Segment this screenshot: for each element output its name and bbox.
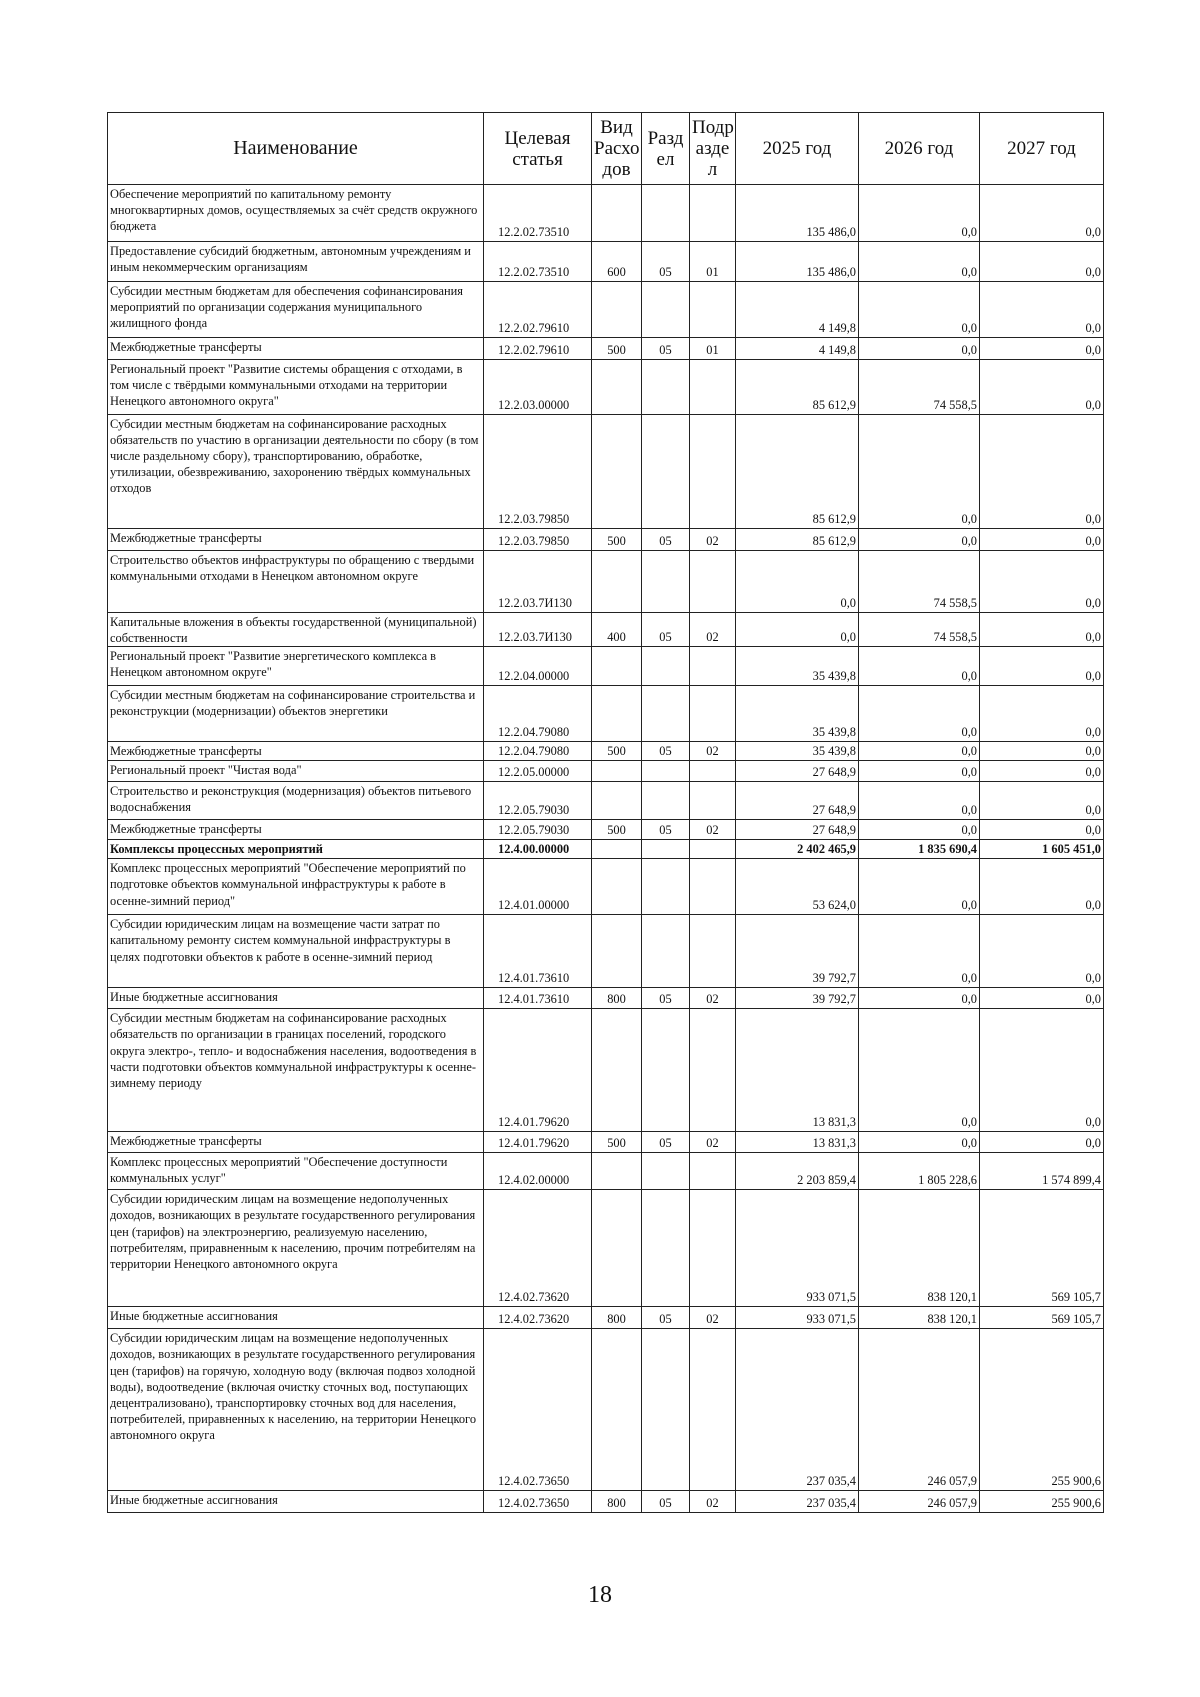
row-name: Межбюджетные трансферты bbox=[108, 742, 484, 761]
row-expense-kind: 800 bbox=[592, 1491, 642, 1513]
row-expense-kind bbox=[592, 647, 642, 686]
row-subsection bbox=[690, 782, 736, 820]
row-2026-value: 0,0 bbox=[859, 185, 980, 242]
row-section bbox=[642, 360, 690, 415]
row-subsection: 02 bbox=[690, 1132, 736, 1153]
row-name: Комплекс процессных мероприятий "Обеспечение мероприятий по подготовке объектов коммунальной инфраструктуры к работе в осенне-зимний период" bbox=[108, 859, 484, 915]
row-2025-value: 27 648,9 bbox=[736, 782, 859, 820]
table-row bbox=[108, 529, 1104, 551]
row-2027-value: 0,0 bbox=[980, 742, 1104, 761]
row-name: Субсидии местным бюджетам на софинансирование расходных обязательств по участию в организации деятельности по сбору (в том числе раздельному сбору), транспортированию, обработке, утилизации, обезвреживанию, захоронению твёрдых коммунальных отходов bbox=[108, 415, 484, 529]
row-2027-value: 1 605 451,0 bbox=[980, 840, 1104, 859]
row-subsection: 01 bbox=[690, 242, 736, 282]
row-subsection bbox=[690, 1153, 736, 1190]
row-section: 05 bbox=[642, 988, 690, 1009]
row-section bbox=[642, 782, 690, 820]
row-section bbox=[642, 1329, 690, 1491]
row-2025-value: 13 831,3 bbox=[736, 1132, 859, 1153]
row-2027-value: 0,0 bbox=[980, 529, 1104, 551]
row-2027-value: 0,0 bbox=[980, 185, 1104, 242]
table-row bbox=[108, 820, 1104, 840]
row-name: Предоставление субсидий бюджетным, автономным учреждениям и иным некоммерческим организациям bbox=[108, 242, 484, 282]
row-subsection: 02 bbox=[690, 1307, 736, 1329]
row-2026-value: 0,0 bbox=[859, 1009, 980, 1132]
row-2026-value: 246 057,9 bbox=[859, 1491, 980, 1513]
row-target-article: 12.2.02.73510 bbox=[484, 242, 592, 282]
row-2025-value: 85 612,9 bbox=[736, 529, 859, 551]
row-target-article: 12.4.01.00000 bbox=[484, 859, 592, 915]
table-row bbox=[108, 742, 1104, 761]
row-2025-value: 27 648,9 bbox=[736, 761, 859, 782]
row-2027-value: 0,0 bbox=[980, 915, 1104, 988]
row-expense-kind bbox=[592, 686, 642, 742]
table-row bbox=[108, 782, 1104, 820]
table-row bbox=[108, 988, 1104, 1009]
row-expense-kind bbox=[592, 551, 642, 613]
row-subsection bbox=[690, 859, 736, 915]
row-2025-value: 2 402 465,9 bbox=[736, 840, 859, 859]
table-row bbox=[108, 242, 1104, 282]
row-2025-value: 35 439,8 bbox=[736, 742, 859, 761]
row-2027-value: 0,0 bbox=[980, 859, 1104, 915]
header-row bbox=[108, 113, 1104, 185]
row-2026-value: 0,0 bbox=[859, 742, 980, 761]
row-target-article: 12.4.02.73620 bbox=[484, 1190, 592, 1307]
row-target-article: 12.4.00.00000 bbox=[484, 840, 592, 859]
row-2026-value: 74 558,5 bbox=[859, 360, 980, 415]
row-2027-value: 0,0 bbox=[980, 1132, 1104, 1153]
row-2026-value: 0,0 bbox=[859, 761, 980, 782]
row-expense-kind bbox=[592, 761, 642, 782]
row-2026-value: 0,0 bbox=[859, 529, 980, 551]
table-row bbox=[108, 647, 1104, 686]
header-section: Разд ел bbox=[642, 113, 690, 185]
row-target-article: 12.4.01.79620 bbox=[484, 1132, 592, 1153]
row-2025-value: 237 035,4 bbox=[736, 1491, 859, 1513]
page-number: 18 bbox=[588, 1582, 612, 1608]
row-target-article: 12.2.02.79610 bbox=[484, 282, 592, 338]
table-row bbox=[108, 1307, 1104, 1329]
row-name: Региональный проект "Чистая вода" bbox=[108, 761, 484, 782]
row-section: 05 bbox=[642, 338, 690, 360]
row-section bbox=[642, 647, 690, 686]
row-expense-kind: 800 bbox=[592, 988, 642, 1009]
row-expense-kind: 800 bbox=[592, 1307, 642, 1329]
row-target-article: 12.2.02.73510 bbox=[484, 185, 592, 242]
row-subsection: 02 bbox=[690, 529, 736, 551]
row-section bbox=[642, 282, 690, 338]
row-2026-value: 0,0 bbox=[859, 915, 980, 988]
row-target-article: 12.2.03.00000 bbox=[484, 360, 592, 415]
row-2025-value: 85 612,9 bbox=[736, 360, 859, 415]
table-body bbox=[108, 185, 1104, 1513]
row-target-article: 12.2.03.7И130 bbox=[484, 613, 592, 647]
row-2025-value: 0,0 bbox=[736, 613, 859, 647]
row-expense-kind bbox=[592, 1009, 642, 1132]
row-name: Межбюджетные трансферты bbox=[108, 1132, 484, 1153]
row-name: Субсидии местным бюджетам для обеспечения софинансирования мероприятий по организации содержания муниципального жилищного фонда bbox=[108, 282, 484, 338]
row-target-article: 12.2.03.7И130 bbox=[484, 551, 592, 613]
row-name: Иные бюджетные ассигнования bbox=[108, 1307, 484, 1329]
row-section bbox=[642, 686, 690, 742]
row-subsection bbox=[690, 551, 736, 613]
row-2025-value: 35 439,8 bbox=[736, 686, 859, 742]
row-2027-value: 0,0 bbox=[980, 820, 1104, 840]
row-2027-value: 0,0 bbox=[980, 338, 1104, 360]
row-2027-value: 569 105,7 bbox=[980, 1307, 1104, 1329]
table-row bbox=[108, 185, 1104, 242]
row-target-article: 12.4.02.73650 bbox=[484, 1491, 592, 1513]
header-expense-kind: Вид Расхо дов bbox=[592, 113, 642, 185]
row-2027-value: 255 900,6 bbox=[980, 1329, 1104, 1491]
row-section: 05 bbox=[642, 529, 690, 551]
row-2025-value: 2 203 859,4 bbox=[736, 1153, 859, 1190]
row-expense-kind bbox=[592, 282, 642, 338]
row-name: Межбюджетные трансферты bbox=[108, 338, 484, 360]
row-2026-value: 246 057,9 bbox=[859, 1329, 980, 1491]
row-expense-kind bbox=[592, 415, 642, 529]
row-name: Комплексы процессных мероприятий bbox=[108, 840, 484, 859]
row-target-article: 12.2.05.79030 bbox=[484, 820, 592, 840]
row-subsection bbox=[690, 915, 736, 988]
row-section bbox=[642, 1153, 690, 1190]
row-subsection bbox=[690, 761, 736, 782]
row-expense-kind bbox=[592, 1329, 642, 1491]
row-target-article: 12.4.02.73650 bbox=[484, 1329, 592, 1491]
row-name: Региональный проект "Развитие энергетического комплекса в Ненецком автономном округе" bbox=[108, 647, 484, 686]
row-subsection bbox=[690, 1190, 736, 1307]
row-name: Субсидии местным бюджетам на софинансирование строительства и реконструкции (модернизации) объектов энергетики bbox=[108, 686, 484, 742]
row-2025-value: 135 486,0 bbox=[736, 242, 859, 282]
row-2025-value: 4 149,8 bbox=[736, 338, 859, 360]
row-section: 05 bbox=[642, 613, 690, 647]
row-expense-kind bbox=[592, 859, 642, 915]
row-section bbox=[642, 761, 690, 782]
row-2025-value: 0,0 bbox=[736, 551, 859, 613]
table-row bbox=[108, 915, 1104, 988]
row-subsection bbox=[690, 840, 736, 859]
row-2027-value: 0,0 bbox=[980, 242, 1104, 282]
row-section bbox=[642, 551, 690, 613]
row-subsection: 02 bbox=[690, 1491, 736, 1513]
row-section: 05 bbox=[642, 1132, 690, 1153]
row-subsection: 01 bbox=[690, 338, 736, 360]
row-expense-kind bbox=[592, 915, 642, 988]
row-2027-value: 0,0 bbox=[980, 782, 1104, 820]
row-subsection: 02 bbox=[690, 988, 736, 1009]
row-name: Межбюджетные трансферты bbox=[108, 820, 484, 840]
row-2026-value: 74 558,5 bbox=[859, 551, 980, 613]
row-2026-value: 0,0 bbox=[859, 1132, 980, 1153]
table-row bbox=[108, 338, 1104, 360]
header-subsection: Подр азде л bbox=[690, 113, 736, 185]
table-row bbox=[108, 613, 1104, 647]
row-2027-value: 0,0 bbox=[980, 761, 1104, 782]
row-2027-value: 0,0 bbox=[980, 647, 1104, 686]
table-row bbox=[108, 415, 1104, 529]
row-name: Капитальные вложения в объекты государственной (муниципальной) собственности bbox=[108, 613, 484, 647]
row-expense-kind: 500 bbox=[592, 338, 642, 360]
row-2026-value: 1 805 228,6 bbox=[859, 1153, 980, 1190]
row-section: 05 bbox=[642, 242, 690, 282]
row-2027-value: 0,0 bbox=[980, 988, 1104, 1009]
row-expense-kind bbox=[592, 782, 642, 820]
row-expense-kind: 600 bbox=[592, 242, 642, 282]
table-row bbox=[108, 1009, 1104, 1132]
row-expense-kind: 500 bbox=[592, 742, 642, 761]
row-subsection: 02 bbox=[690, 820, 736, 840]
row-name: Субсидии местным бюджетам на софинансирование расходных обязательств по организации в границах поселений, городского округа электро-, тепло- и водоснабжения населения, водоотведения в части подготовки объектов коммунальной инфраструктуры к осенне-зимнему периоду bbox=[108, 1009, 484, 1132]
row-2026-value: 1 835 690,4 bbox=[859, 840, 980, 859]
row-section bbox=[642, 1009, 690, 1132]
row-2026-value: 838 120,1 bbox=[859, 1190, 980, 1307]
table-row bbox=[108, 1190, 1104, 1307]
row-2026-value: 0,0 bbox=[859, 242, 980, 282]
row-name: Субсидии юридическим лицам на возмещение недополученных доходов, возникающих в результате государственного регулирования цен (тарифов) на электроэнергию, реализуемую населению, потребителям, приравненным к населению, прочим потребителям на территории Ненецкого автономного округа bbox=[108, 1190, 484, 1307]
row-target-article: 12.4.01.73610 bbox=[484, 988, 592, 1009]
row-2025-value: 39 792,7 bbox=[736, 988, 859, 1009]
header-2025: 2025 год bbox=[736, 113, 859, 185]
table-row bbox=[108, 360, 1104, 415]
row-2027-value: 0,0 bbox=[980, 415, 1104, 529]
row-2027-value: 255 900,6 bbox=[980, 1491, 1104, 1513]
row-subsection bbox=[690, 1329, 736, 1491]
row-target-article: 12.4.01.79620 bbox=[484, 1009, 592, 1132]
row-2027-value: 0,0 bbox=[980, 551, 1104, 613]
row-section: 05 bbox=[642, 820, 690, 840]
table-row bbox=[108, 840, 1104, 859]
row-2026-value: 0,0 bbox=[859, 338, 980, 360]
row-2026-value: 0,0 bbox=[859, 647, 980, 686]
row-2025-value: 27 648,9 bbox=[736, 820, 859, 840]
row-section: 05 bbox=[642, 742, 690, 761]
row-2027-value: 0,0 bbox=[980, 613, 1104, 647]
row-section bbox=[642, 415, 690, 529]
header-2026: 2026 год bbox=[859, 113, 980, 185]
row-2026-value: 0,0 bbox=[859, 782, 980, 820]
row-target-article: 12.4.02.00000 bbox=[484, 1153, 592, 1190]
row-2025-value: 53 624,0 bbox=[736, 859, 859, 915]
row-2025-value: 85 612,9 bbox=[736, 415, 859, 529]
row-name: Субсидии юридическим лицам на возмещение части затрат по капитальному ремонту систем коммунальной инфраструктуры в целях подготовки объектов к работе в осенне-зимний период bbox=[108, 915, 484, 988]
row-target-article: 12.2.04.79080 bbox=[484, 742, 592, 761]
row-subsection bbox=[690, 686, 736, 742]
row-2027-value: 0,0 bbox=[980, 360, 1104, 415]
row-2026-value: 0,0 bbox=[859, 820, 980, 840]
row-expense-kind bbox=[592, 840, 642, 859]
row-subsection: 02 bbox=[690, 613, 736, 647]
row-2027-value: 0,0 bbox=[980, 282, 1104, 338]
table-row bbox=[108, 1329, 1104, 1491]
row-2027-value: 0,0 bbox=[980, 1009, 1104, 1132]
row-2025-value: 35 439,8 bbox=[736, 647, 859, 686]
row-section: 05 bbox=[642, 1307, 690, 1329]
row-2027-value: 569 105,7 bbox=[980, 1190, 1104, 1307]
row-expense-kind: 500 bbox=[592, 529, 642, 551]
row-2025-value: 237 035,4 bbox=[736, 1329, 859, 1491]
row-name: Обеспечение мероприятий по капитальному ремонту многоквартирных домов, осуществляемых за счёт средств окружного бюджета bbox=[108, 185, 484, 242]
row-expense-kind bbox=[592, 185, 642, 242]
row-name: Строительство объектов инфраструктуры по обращению с твердыми коммунальными отходами в Ненецком автономном округе bbox=[108, 551, 484, 613]
row-name: Строительство и реконструкция (модернизация) объектов питьевого водоснабжения bbox=[108, 782, 484, 820]
table-row bbox=[108, 1132, 1104, 1153]
row-2027-value: 1 574 899,4 bbox=[980, 1153, 1104, 1190]
table-row bbox=[108, 761, 1104, 782]
row-name: Субсидии юридическим лицам на возмещение недополученных доходов, возникающих в результате государственного регулирования цен (тарифов) на горячую, холодную воду (включая подвоз холодной воды), водоотведение (включая очистку сточных вод, поступающих децентрализовано), транспортировку сточных вод для населения, потребителей, приравненных к населению, на территории Ненецкого автономного округа bbox=[108, 1329, 484, 1491]
row-2026-value: 0,0 bbox=[859, 859, 980, 915]
row-expense-kind: 500 bbox=[592, 1132, 642, 1153]
row-subsection bbox=[690, 415, 736, 529]
header-2027: 2027 год bbox=[980, 113, 1104, 185]
row-2026-value: 838 120,1 bbox=[859, 1307, 980, 1329]
row-2026-value: 0,0 bbox=[859, 686, 980, 742]
row-section bbox=[642, 840, 690, 859]
table-row bbox=[108, 1153, 1104, 1190]
row-name: Региональный проект "Развитие системы обращения с отходами, в том числе с твёрдыми коммунальными отходами на территории Ненецкого автономного округа" bbox=[108, 360, 484, 415]
row-2026-value: 74 558,5 bbox=[859, 613, 980, 647]
row-section bbox=[642, 915, 690, 988]
row-target-article: 12.2.04.79080 bbox=[484, 686, 592, 742]
row-subsection bbox=[690, 282, 736, 338]
row-2025-value: 39 792,7 bbox=[736, 915, 859, 988]
header-target-article: Целевая статья bbox=[484, 113, 592, 185]
table-row bbox=[108, 551, 1104, 613]
row-target-article: 12.4.02.73620 bbox=[484, 1307, 592, 1329]
row-target-article: 12.2.03.79850 bbox=[484, 529, 592, 551]
table-row bbox=[108, 1491, 1104, 1513]
row-section bbox=[642, 859, 690, 915]
row-name: Комплекс процессных мероприятий "Обеспечение доступности коммунальных услуг" bbox=[108, 1153, 484, 1190]
row-2027-value: 0,0 bbox=[980, 686, 1104, 742]
row-2026-value: 0,0 bbox=[859, 988, 980, 1009]
budget-table bbox=[107, 112, 1104, 1513]
row-subsection bbox=[690, 185, 736, 242]
row-2026-value: 0,0 bbox=[859, 282, 980, 338]
row-2025-value: 13 831,3 bbox=[736, 1009, 859, 1132]
row-subsection bbox=[690, 360, 736, 415]
row-expense-kind: 400 bbox=[592, 613, 642, 647]
table-row bbox=[108, 859, 1104, 915]
row-section bbox=[642, 185, 690, 242]
row-name: Иные бюджетные ассигнования bbox=[108, 1491, 484, 1513]
row-target-article: 12.2.02.79610 bbox=[484, 338, 592, 360]
table-row bbox=[108, 282, 1104, 338]
row-2025-value: 933 071,5 bbox=[736, 1190, 859, 1307]
row-2025-value: 933 071,5 bbox=[736, 1307, 859, 1329]
row-target-article: 12.2.03.79850 bbox=[484, 415, 592, 529]
row-section bbox=[642, 1190, 690, 1307]
row-name: Межбюджетные трансферты bbox=[108, 529, 484, 551]
row-2025-value: 4 149,8 bbox=[736, 282, 859, 338]
row-target-article: 12.4.01.73610 bbox=[484, 915, 592, 988]
row-section: 05 bbox=[642, 1491, 690, 1513]
table-row bbox=[108, 686, 1104, 742]
row-subsection bbox=[690, 1009, 736, 1132]
row-expense-kind: 500 bbox=[592, 820, 642, 840]
row-target-article: 12.2.05.00000 bbox=[484, 761, 592, 782]
row-subsection bbox=[690, 647, 736, 686]
row-subsection: 02 bbox=[690, 742, 736, 761]
row-target-article: 12.2.05.79030 bbox=[484, 782, 592, 820]
row-2026-value: 0,0 bbox=[859, 415, 980, 529]
row-target-article: 12.2.04.00000 bbox=[484, 647, 592, 686]
row-name: Иные бюджетные ассигнования bbox=[108, 988, 484, 1009]
header-name: Наименование bbox=[108, 113, 484, 185]
row-2025-value: 135 486,0 bbox=[736, 185, 859, 242]
row-expense-kind bbox=[592, 1190, 642, 1307]
row-expense-kind bbox=[592, 1153, 642, 1190]
row-expense-kind bbox=[592, 360, 642, 415]
